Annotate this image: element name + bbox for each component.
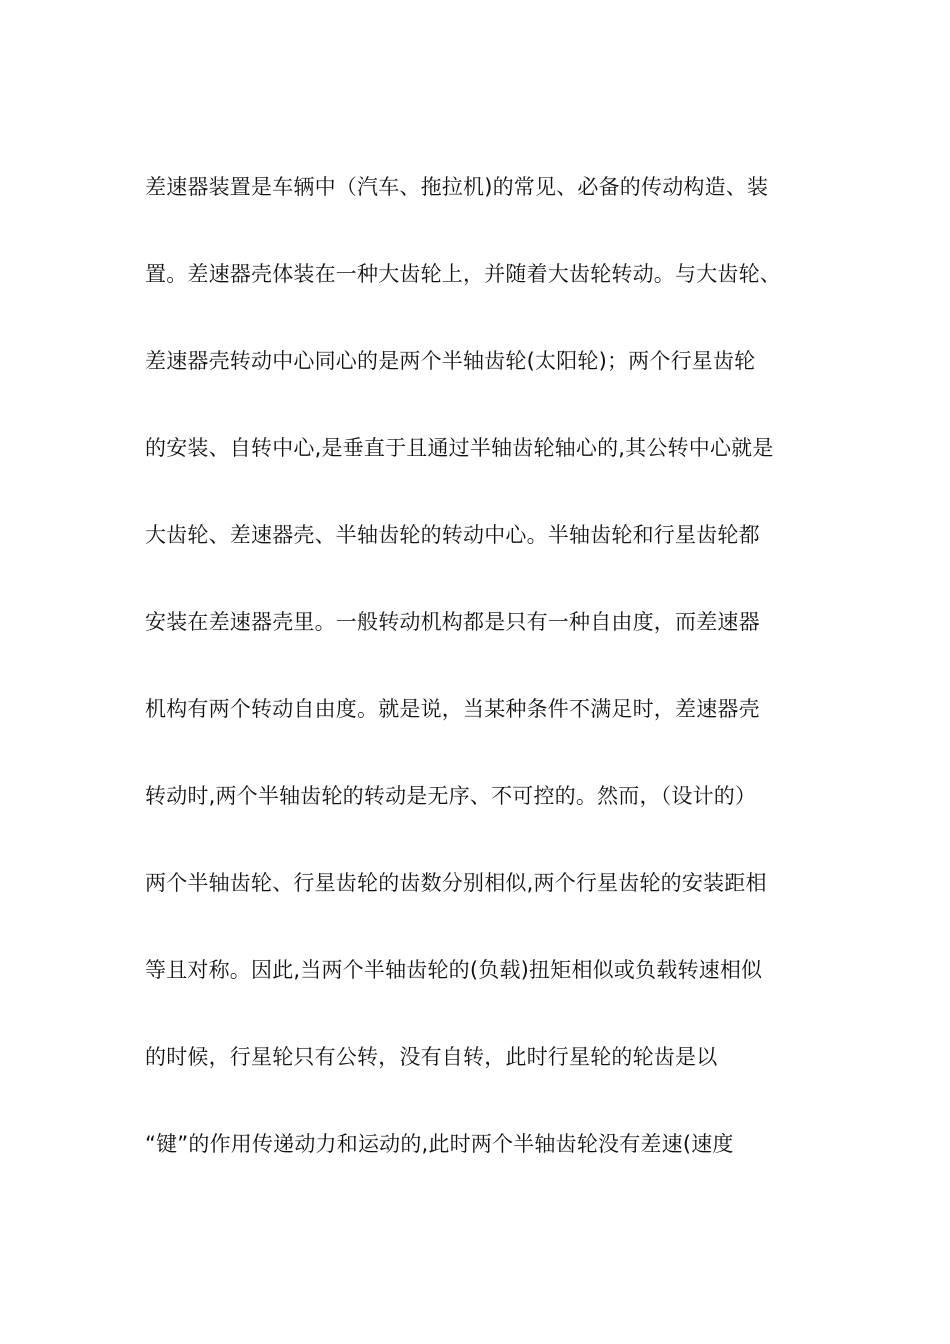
text-line: 的安装、自转中心,是垂直于且通过半轴齿轮轴心的,其公转中心就是 (145, 436, 774, 460)
text-line: “键”的作用传递动力和运动的,此时两个半轴齿轮没有差速(速度 (145, 1132, 734, 1156)
text-line: 安装在差速器壳里。一般转动机构都是只有一种自由度，而差速器 (145, 610, 760, 634)
text-line: 等且对称。因此,当两个半轴齿轮的(负载)扭矩相似或负载转速相似 (145, 958, 763, 982)
text-line: 差速器壳转动中心同心的是两个半轴齿轮(太阳轮)；两个行星齿轮 (145, 349, 756, 373)
text-line: 转动时,两个半轴齿轮的转动是无序、不可控的。然而，（设计的） (145, 784, 757, 808)
text-line: 机构有两个转动自由度。就是说，当某种条件不满足时，差速器壳 (145, 697, 760, 721)
text-line: 差速器装置是车辆中（汽车、拖拉机)的常见、必备的传动构造、装 (145, 175, 769, 199)
text-line: 置。差速器壳体装在一种大齿轮上，并随着大齿轮转动。与大齿轮、 (145, 262, 781, 286)
text-line: 两个半轴齿轮、行星齿轮的齿数分别相似,两个行星齿轮的安装距相 (145, 871, 767, 895)
text-line: 大齿轮、差速器壳、半轴齿轮的转动中心。半轴齿轮和行星齿轮都 (145, 523, 760, 547)
text-line: 的时候，行星轮只有公转，没有自转，此时行星轮的轮齿是以 (145, 1045, 718, 1069)
body-text (145, 165, 815, 1209)
